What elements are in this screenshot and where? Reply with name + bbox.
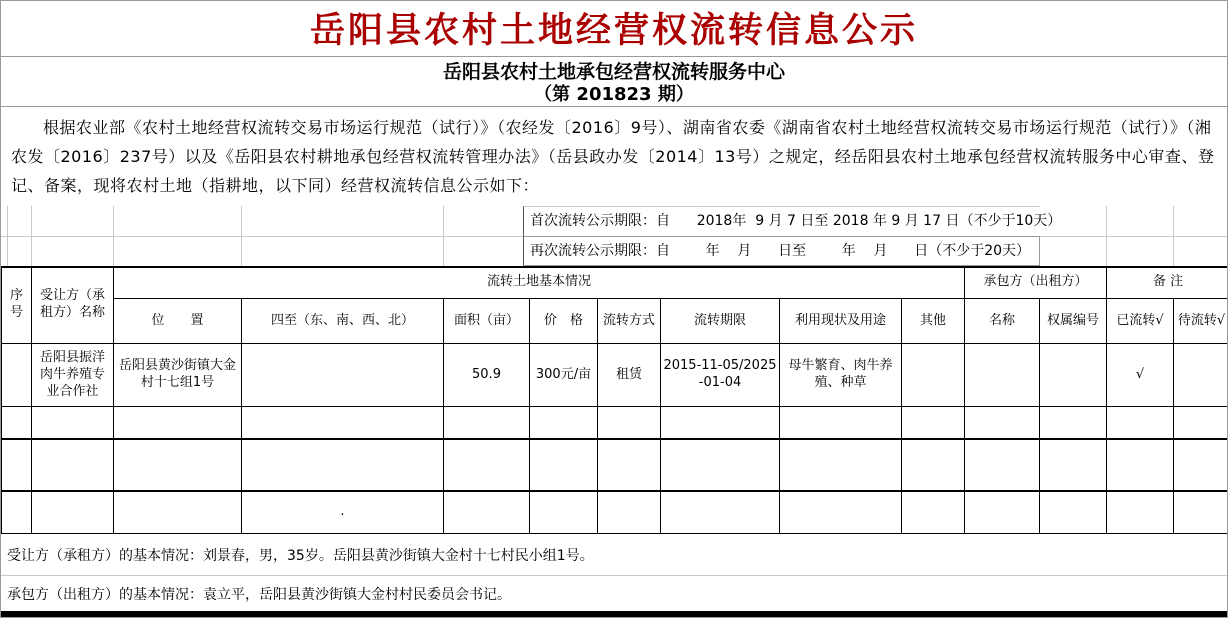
cell-method: 租赁 — [598, 344, 661, 407]
cell-term — [661, 407, 780, 439]
header-transferred: 已流转√ — [1107, 299, 1174, 344]
cell-seq — [2, 407, 32, 439]
cell-price — [530, 407, 598, 439]
cell-boundaries — [242, 439, 444, 491]
cell-contractor-name — [965, 344, 1040, 407]
table-row — [2, 491, 1228, 534]
cell-price — [530, 491, 598, 534]
cell-term — [661, 491, 780, 534]
cell-boundaries — [242, 344, 444, 407]
cell-transferred-check: √ — [1107, 344, 1174, 407]
title-row — [1, 1, 1227, 57]
header-transferee: 受让方（承租方）名称 — [32, 267, 114, 344]
table-row — [2, 407, 1228, 439]
cell-pending-check — [1174, 407, 1228, 439]
cell-transferred-check — [1107, 407, 1174, 439]
cell-ownership-no — [1040, 491, 1107, 534]
header-remark-group: 备 注 — [1107, 267, 1228, 299]
cell-ownership-no — [1040, 344, 1107, 407]
transfer-table — [1, 266, 1228, 535]
cell-usage: 母牛繁育、肉牛养殖、种草 — [780, 344, 902, 407]
header-price: 价 格 — [530, 299, 598, 344]
cell-location — [114, 491, 242, 534]
table-row — [2, 439, 1228, 491]
second-publicity-period: 再次流转公示期限：自 年 月 日至 年 月 日（不少于20天） — [523, 236, 1040, 266]
bottom-border-bar — [1, 611, 1227, 617]
contractor-basic-info: 承包方（出租方）的基本情况：袁立平，岳阳县黄沙街镇大金村村民委员会书记。 — [7, 586, 511, 603]
cell-transferee — [32, 407, 114, 439]
first-publicity-period: 首次流转公示期限：自 2018年 9 月 7 日至 2018 年 9 月 17 日（不少于10天） — [523, 206, 1040, 236]
cell-boundaries: . — [242, 491, 444, 534]
cell-term — [661, 439, 780, 491]
cell-contractor-name — [965, 439, 1040, 491]
header-term: 流转期限 — [661, 299, 780, 344]
cell-usage — [780, 491, 902, 534]
cell-location — [114, 407, 242, 439]
cell-usage — [780, 407, 902, 439]
header-other: 其他 — [902, 299, 965, 344]
transferee-basic-info: 受让方（承租方）的基本情况：刘景春，男，35岁。岳阳县黄沙街镇大金村十七村民小组1号。 — [1, 534, 1227, 576]
cell-method — [598, 407, 661, 439]
cell-transferee — [32, 439, 114, 491]
cell-ownership-no — [1040, 407, 1107, 439]
table-row — [2, 344, 1228, 407]
service-center-subtitle: 岳阳县农村土地承包经营权流转服务中心 — [442, 60, 785, 83]
issue-number: （第 201823 期） — [534, 83, 694, 105]
cell-seq — [2, 344, 32, 407]
cell-other — [902, 439, 965, 491]
cell-location — [114, 439, 242, 491]
table-header-row-1 — [2, 267, 1228, 299]
cell-area: 50.9 — [444, 344, 530, 407]
header-method: 流转方式 — [598, 299, 661, 344]
cell-other — [902, 491, 965, 534]
page-title: 岳阳县农村土地经营权流转信息公示 — [309, 11, 918, 52]
table-header-row-2 — [2, 299, 1228, 344]
header-seq: 序号 — [2, 267, 32, 344]
header-contractor-name: 名称 — [965, 299, 1040, 344]
intro-paragraph: 根据农业部《农村土地经营权流转交易市场运行规范（试行）》（农经发〔2016〕9号）、湖南省农委《湖南省农村土地经营权流转交易市场运行规范（试行）》（湘农发〔2016〕237号）以及《岳阳县农村耕地承包经营权流转管理办法》（岳县政办发〔2014〕13号）之规定，经岳阳县农村土地承包经营权流转服务中心审查、登记、备案，现将农村土地（指耕地，以下同）经营权流转信息公示如下： — [11, 117, 1215, 195]
header-location: 位 置 — [114, 299, 242, 344]
cell-ownership-no — [1040, 439, 1107, 491]
header-contractor-group: 承包方（出租方） — [965, 267, 1107, 299]
cell-transferee — [32, 491, 114, 534]
cell-price: 300元/亩 — [530, 344, 598, 407]
header-boundaries: 四至（东、南、西、北） — [242, 299, 444, 344]
cell-area — [444, 407, 530, 439]
cell-pending-check — [1174, 439, 1228, 491]
cell-other — [902, 407, 965, 439]
cell-contractor-name — [965, 407, 1040, 439]
cell-contractor-name — [965, 491, 1040, 534]
cell-method — [598, 439, 661, 491]
cell-area — [444, 491, 530, 534]
cell-boundaries — [242, 407, 444, 439]
cell-method — [598, 491, 661, 534]
header-usage: 利用现状及用途 — [780, 299, 902, 344]
header-ownership-no: 权属编号 — [1040, 299, 1107, 344]
cell-seq — [2, 439, 32, 491]
cell-price — [530, 439, 598, 491]
cell-usage — [780, 439, 902, 491]
cell-area — [444, 439, 530, 491]
cell-other — [902, 344, 965, 407]
cell-term: 2015-11-05/2025-01-04 — [661, 344, 780, 407]
cell-transferee: 岳阳县振洋肉牛养殖专业合作社 — [32, 344, 114, 407]
cell-transferred-check — [1107, 491, 1174, 534]
cell-seq — [2, 491, 32, 534]
subtitle-block — [1, 57, 1227, 107]
header-area: 面积（亩） — [444, 299, 530, 344]
cell-location: 岳阳县黄沙街镇大金村十七组1号 — [114, 344, 242, 407]
publicity-period-section — [1, 206, 1227, 266]
cell-transferred-check — [1107, 439, 1174, 491]
header-pending: 待流转√ — [1174, 299, 1228, 344]
header-land-info-group: 流转土地基本情况 — [114, 267, 965, 299]
cell-pending-check — [1174, 491, 1228, 534]
cell-pending-check — [1174, 344, 1228, 407]
